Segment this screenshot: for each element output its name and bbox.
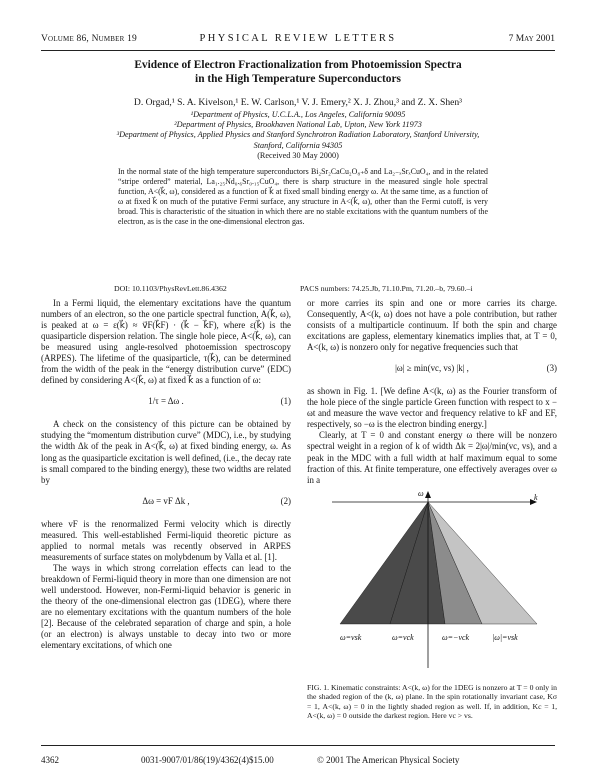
volume-number: Volume 86, Number 19 [41, 34, 138, 44]
affiliations [41, 110, 555, 161]
title-line-1: Evidence of Electron Fractionalization from Photoemission Spectra [134, 59, 462, 71]
left-column [41, 298, 291, 651]
author-list: D. Orgad,¹ S. A. Kivelson,¹ E. W. Carlson,¹ V. J. Emery,² X. J. Zhou,³ and Z. X. Shen³ [133, 97, 463, 108]
omega-axis-label: ω [418, 490, 424, 498]
title-line-2: in the High Temperature Superconductors [195, 72, 401, 85]
k-axis-label: k [534, 493, 538, 502]
figure-caption: FIG. 1. Kinematic constraints: A<(k, ω) for the 1DEG is nonzero at T = 0 only in the shaded region of the (k, ω) plane. In the spin rotationally invariant case, Kσ = 1, A<(k, ω) = 0 in the lightly shaded region as well. If, in addition, Kc = 1, A<(k, ω) = 0 outside the darkest region. Here vc > vs. [307, 683, 557, 720]
affiliation-3-cont: Stanford, California 94305 [253, 140, 343, 150]
issue-date: 7 May 2001 [508, 34, 555, 44]
right-column [307, 298, 557, 486]
page-footer [41, 755, 555, 767]
omega-axis-arrow [425, 491, 431, 498]
equation-body: Δω = vF Δk , [142, 495, 190, 506]
equation-1 [41, 396, 291, 411]
footer-rule [41, 745, 555, 746]
equation-number: (1) [280, 396, 291, 407]
paragraph: or more carries its spin and one or more carries its charge. Consequently, A<(k, ω) does not have a pole contribution, but rather consists of a multiparticle continuum. If both the spin and charge excitations are gapless, elementary kinematics implies that, at T = 0, A<(k, ω) is nonzero only for negative frequencies such that [307, 298, 557, 353]
boundary-label-3: ω=−vck [442, 633, 470, 642]
abstract: In the normal state of the high temperature superconductors Bi₂Sr₂CaCu₂O₈₊δ and La₂₋ₓSrₓCuO₄, and in the related “stripe ordered” material, La₁.₂₅Nd₀.₆Sr₀.₁₅CuO₄, there is sharp structure in the measured single hole spectral function, A<(k⃗, ω), considered as a function of k⃗ at fixed small binding energy ω. At the same time, as a function of ω at fixed k⃗ on much of the putative Fermi surface, any structure in A<(k⃗, ω), other than the Fermi cutoff, is very broad. This is characteristic of the situation in which there are no stable excitations with the quantum numbers of the electron, as is the case in the one-dimensional electron gas. [118, 167, 488, 227]
paragraph: The ways in which strong correlation effects can lead to the breakdown of Fermi-liquid theory in more than one dimension are not well understood. However, non-Fermi-liquid behavior is generic in the theory of the one-dimensional electron gas (1DEG), where there are no elementary excitations with the quantum numbers of the hole [2]. Because of the celebrated separation of charge and spin, a hole (or an electron) is always unstable to decay into two or more elementary excitations, of which one [41, 562, 291, 651]
paragraph: A check on the consistency of this picture can be obtained by studying the “momentum distribution curve” (MDC), i.e., by studying the width Δk of the peak in A<(k⃗, ω) at fixed binding energy, ω. As long as the quasiparticle excitation is well defined, (i.e., the decay rate is small compared to the binding energy), these two widths are related by [41, 419, 291, 485]
copyright: © 2001 The American Physical Society [317, 755, 460, 765]
paragraph: where vF is the renormalized Fermi velocity which is directly measured. This well-established Fermi-liquid theoretic picture as applied to normal metals was recently observed in ARPES measurements of surface states on molybdenum by Valla et al. [1]. [41, 518, 291, 562]
journal-name: PHYSICAL REVIEW LETTERS [199, 33, 397, 44]
equation-3 [307, 363, 557, 378]
running-header [41, 34, 555, 48]
paragraph: In a Fermi liquid, the elementary excitations have the quantum numbers of an electron, so the one particle spectral function, A(k⃗, ω), is peaked at ω = ε(k⃗) ≈ v⃗F(k⃗F) · (k⃗ − k⃗F), where ε(k⃗) is the quasiparticle dispersion relation. The single hole piece, A<(k⃗, ω), can be measured using angle-resolved photoemission spectroscopy (ARPES). The lifetime of the quasiparticle, τ(k⃗), can be determined from the width of the peak in the “energy distribution curve” (EDC) defined by considering A<(k⃗, ω) at fixed k⃗ as a function of ω: [41, 298, 291, 386]
paper-title [41, 59, 555, 86]
paragraph: Clearly, at T = 0 and constant energy ω there will be nonzero spectral weight in a region of k of width Δk = 2|ω|/min(vc, vs), and a peak in the MDC with a full width at half maximum equal to some fraction of this. At finite temperature, one effectively averages over ω in a [307, 430, 557, 485]
affiliation-3: ³Department of Physics, Applied Physics and Stanford Synchrotron Radiation Laboratory, Stanford University, [116, 130, 480, 140]
affiliation-2: ²Department of Physics, Brookhaven National Lab, Upton, New York 11973 [174, 120, 422, 130]
pacs-numbers: PACS numbers: 74.25.Jb, 71.10.Pm, 71.20.–b, 79.60.–i [300, 284, 473, 293]
article-code: 0031-9007/01/86(19)/4362(4)$15.00 [141, 755, 274, 765]
boundary-label-2: ω=vck [392, 633, 414, 642]
equation-body: 1/τ = Δω . [148, 396, 184, 407]
equation-2 [41, 496, 291, 511]
received-date: (Received 30 May 2000) [257, 150, 339, 160]
equation-number: (2) [280, 495, 291, 506]
boundary-label-1: ω=vsk [340, 633, 362, 642]
page-number: 4362 [41, 755, 59, 765]
figure-1-kinematic-diagram [332, 490, 547, 676]
affiliation-1: ¹Department of Physics, U.C.L.A., Los Angeles, California 90095 [190, 110, 406, 119]
equation-number: (3) [546, 363, 557, 374]
paragraph: as shown in Fig. 1. [We define A<(k, ω) as the Fourier transform of the hole piece of the single particle Green function with respect to x − ωt and measure the wave vector and frequency relative to kF and EF, respectively, so −ω is the electron binding energy.] [307, 386, 557, 430]
equation-body: |ω| ≥ min(vc, vs) |k| , [395, 363, 469, 374]
header-rule [41, 50, 555, 51]
boundary-label-4: |ω|=vsk [492, 633, 518, 642]
doi-link[interactable]: DOI: 10.1103/PhysRevLett.86.4362 [114, 284, 227, 293]
